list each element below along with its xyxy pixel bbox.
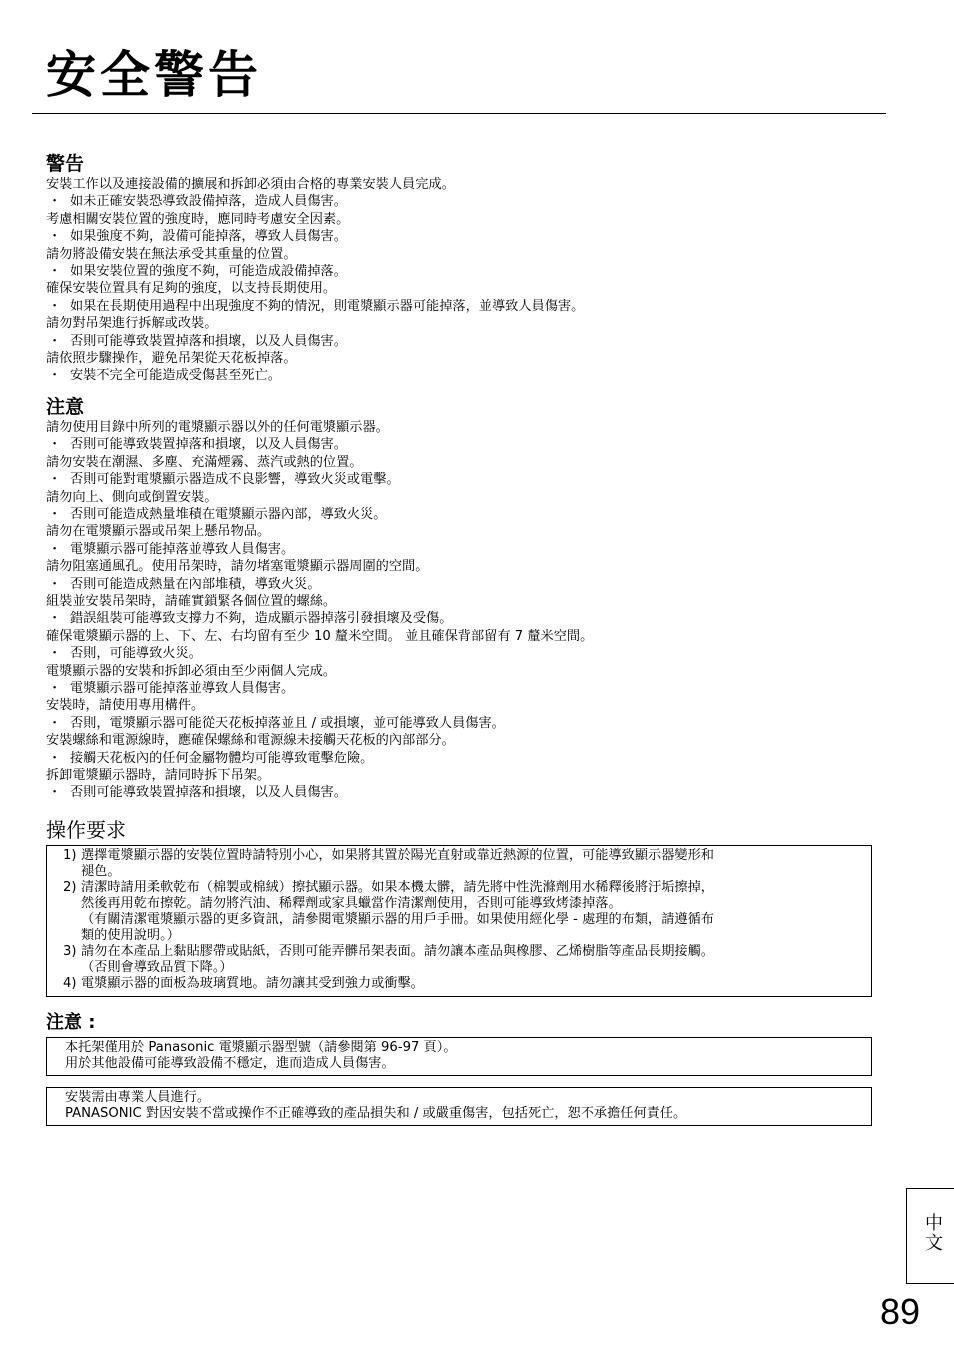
consequence-text: [46, 715, 872, 732]
caution-heading: 注意: [46, 395, 85, 418]
warning-item: [46, 350, 872, 385]
consequence-label: 如果在長期使用過程中出現強度不夠的情況，則電漿顯示器可能掉落，並導致人員傷害。: [70, 298, 585, 314]
note-line: 安裝需由專業人員進行。: [65, 1089, 211, 1105]
consequence-label: 電漿顯示器可能掉落並導致人員傷害。: [70, 680, 295, 696]
consequence-label: 安裝不完全可能造成受傷甚至死亡。: [70, 368, 281, 384]
compatibility-note-box: [46, 1037, 872, 1076]
consequence-label: 如果強度不夠，設備可能掉落，導致人員傷害。: [70, 229, 347, 245]
bullet-icon: ・: [48, 576, 62, 592]
liability-note-box: [46, 1087, 872, 1126]
bullet-icon: ・: [48, 750, 62, 766]
item-line: 電漿顯示器的面板為玻璃質地。請勿讓其受到強力或衝擊。: [81, 975, 424, 991]
consequence-text: [46, 436, 872, 453]
operation-requirements-box: [46, 845, 872, 997]
rule-text: 請勿阻塞通風孔。使用吊架時，請勿堵塞電漿顯示器周圍的空間。: [46, 559, 429, 575]
warning-item: [46, 176, 872, 211]
bullet-icon: ・: [48, 368, 62, 384]
consequence-text: [46, 784, 872, 801]
rule-text: 確保電漿顯示器的上、下、左、右均留有至少 10 釐米空間。 並且確保背部留有 7 釐米空間。: [46, 628, 594, 644]
page-content: [46, 152, 872, 1126]
page-title: 安全警告: [46, 46, 262, 104]
item-body: [81, 976, 865, 992]
language-tab-label: 中文: [922, 1213, 943, 1253]
bullet-icon: ・: [48, 333, 62, 349]
bullet-icon: ・: [48, 646, 62, 662]
rule-text: 請勿在電漿顯示器或吊架上懸吊物品。: [46, 524, 271, 540]
rule-text: 請依照步驟操作，避免吊架從天花板掉落。: [46, 351, 297, 367]
page-number: 89: [880, 1291, 921, 1332]
consequence-label: 否則可能造成熱量堆積在電漿顯示器內部，導致火災。: [70, 506, 387, 522]
operation-heading: 操作要求: [46, 817, 126, 842]
consequence-label: 如未正確安裝恐導致設備掉落，造成人員傷害。: [70, 194, 347, 210]
caution-item: [46, 489, 872, 524]
rule-text: 請勿對吊架進行拆解或改裝。: [46, 316, 218, 332]
consequence-label: 否則可能導致裝置掉落和損壞，以及人員傷害。: [70, 437, 347, 453]
bullet-icon: ・: [48, 437, 62, 453]
consequence-text: [46, 645, 872, 662]
consequence-label: 錯誤組裝可能導致支撐力不夠，造成顯示器掉落引發損壞及受傷。: [70, 611, 453, 627]
bullet-icon: ・: [48, 715, 62, 731]
operation-item: [63, 976, 865, 992]
consequence-text: [46, 333, 872, 350]
consequence-label: 否則可能對電漿顯示器造成不良影響，導致火災或電擊。: [70, 472, 400, 488]
language-tab: [906, 1188, 954, 1284]
consequence-label: 否則，電漿顯示器可能從天花板掉落並且 / 或損壞，並可能導致人員傷害。: [70, 715, 505, 731]
operation-item: [63, 944, 865, 976]
caution-item: [46, 663, 872, 698]
item-number: 2): [63, 879, 77, 895]
warning-item: [46, 246, 872, 281]
operation-item: [63, 848, 865, 880]
bullet-icon: ・: [48, 229, 62, 245]
bullet-icon: ・: [48, 506, 62, 522]
caution-list: [46, 419, 872, 802]
bullet-icon: ・: [48, 472, 62, 488]
consequence-text: [46, 576, 872, 593]
consequence-label: 接觸天花板內的任何金屬物體均可能導致電擊危險。: [70, 750, 374, 766]
rule-text: 安裝螺絲和電源線時，應確保螺絲和電源線未接觸天花板的內部部分。: [46, 733, 455, 749]
caution-item: [46, 454, 872, 489]
warning-item: [46, 211, 872, 246]
item-number: 1): [63, 847, 77, 863]
consequence-label: 如果安裝位置的強度不夠，可能造成設備掉落。: [70, 264, 347, 280]
bullet-icon: ・: [48, 680, 62, 696]
consequence-text: [46, 193, 872, 210]
consequence-label: 否則，可能導致火災。: [70, 646, 202, 662]
item-line: 類的使用說明。）: [81, 927, 180, 943]
caution-item: [46, 732, 872, 767]
consequence-text: [46, 541, 872, 558]
rule-text: 請勿安裝在潮濕、多塵、充滿煙霧、蒸汽或熱的位置。: [46, 454, 363, 470]
rule-text: 電漿顯示器的安裝和拆卸必須由至少兩個人完成。: [46, 663, 337, 679]
warning-item: [46, 280, 872, 315]
title-divider: [32, 113, 886, 114]
note-heading: 注意 :: [46, 1011, 96, 1033]
item-number: 4): [63, 975, 77, 991]
rule-text: 組裝並安裝吊架時，請確實鎖緊各個位置的螺絲。: [46, 593, 337, 609]
rule-text: 請勿將設備安裝在無法承受其重量的位置。: [46, 246, 297, 262]
bullet-icon: ・: [48, 264, 62, 280]
consequence-text: [46, 228, 872, 245]
consequence-label: 否則可能導致裝置掉落和損壞，以及人員傷害。: [70, 785, 347, 801]
item-line: 選擇電漿顯示器的安裝位置時請特別小心，如果將其置於陽光直射或靠近熱源的位置，可能導致顯示器變形和: [81, 847, 714, 863]
caution-item: [46, 767, 872, 802]
warning-list: [46, 176, 872, 385]
bullet-icon: ・: [48, 611, 62, 627]
note-line: 本托架僅用於 Panasonic 電漿顯示器型號（請參閱第 96-97 頁）。: [65, 1039, 457, 1055]
warning-heading: 警告: [46, 153, 85, 175]
caution-item: [46, 697, 872, 732]
rule-text: 確保安裝位置具有足夠的強度，以支持長期使用。: [46, 281, 337, 297]
item-line: 然後再用乾布擦乾。請勿將汽油、稀釋劑或家具蠟當作清潔劑使用，否則可能導致烤漆掉落。: [81, 895, 622, 911]
item-line: 請勿在本產品上黏貼膠帶或貼紙，否則可能弄髒吊架表面。請勿讓本產品與橡膠、乙烯樹脂等產品長期接觸。: [81, 943, 714, 959]
consequence-text: [46, 750, 872, 767]
item-body: [81, 880, 865, 944]
consequence-text: [46, 471, 872, 488]
rule-text: 考慮相關安裝位置的強度時，應同時考慮安全因素。: [46, 211, 350, 227]
bullet-icon: ・: [48, 194, 62, 210]
bullet-icon: ・: [48, 541, 62, 557]
consequence-text: [46, 263, 872, 280]
item-line: （否則會導致品質下降。）: [81, 959, 233, 975]
caution-item: [46, 593, 872, 628]
rule-text: 拆卸電漿顯示器時，請同時拆下吊架。: [46, 768, 271, 783]
item-line: （有關清潔電漿顯示器的更多資訊，請參閱電漿顯示器的用戶手冊。如果使用經化學 - 處理的布類，請遵循布: [81, 911, 714, 927]
note-line: PANASONIC 對因安裝不當或操作不正確導致的產品損失和 / 或嚴重傷害，包括死亡，恕不承擔任何責任。: [65, 1105, 687, 1121]
bullet-icon: ・: [48, 298, 62, 314]
warning-item: [46, 315, 872, 350]
caution-item: [46, 419, 872, 454]
consequence-text: [46, 367, 872, 384]
consequence-label: 否則可能導致裝置掉落和損壞，以及人員傷害。: [70, 333, 347, 349]
consequence-text: [46, 506, 872, 523]
note-line: 用於其他設備可能導致設備不穩定，進而造成人員傷害。: [65, 1055, 395, 1071]
consequence-label: 電漿顯示器可能掉落並導致人員傷害。: [70, 541, 295, 557]
item-body: [81, 848, 865, 880]
consequence-text: [46, 298, 872, 315]
consequence-text: [46, 610, 872, 627]
rule-text: 安裝工作以及連接設備的擴展和拆卸必須由合格的專業安裝人員完成。: [46, 177, 455, 192]
caution-item: [46, 628, 872, 663]
operation-item: [63, 880, 865, 944]
rule-text: 請勿使用目錄中所列的電漿顯示器以外的任何電漿顯示器。: [46, 419, 389, 435]
bullet-icon: ・: [48, 785, 62, 801]
consequence-label: 否則可能造成熱量在內部堆積，導致火災。: [70, 576, 321, 592]
consequence-text: [46, 680, 872, 697]
rule-text: 請勿向上、側向或倒置安裝。: [46, 489, 218, 505]
rule-text: 安裝時，請使用專用構件。: [46, 698, 205, 714]
item-number: 3): [63, 943, 77, 959]
caution-item: [46, 523, 872, 558]
item-body: [81, 944, 865, 976]
item-line: 褪色。: [81, 863, 121, 879]
item-line: 清潔時請用柔軟乾布（棉製或棉絨）擦拭顯示器。如果本機太髒，請先將中性洗滌劑用水稀釋後將汙垢擦掉，: [81, 879, 714, 895]
caution-item: [46, 558, 872, 593]
